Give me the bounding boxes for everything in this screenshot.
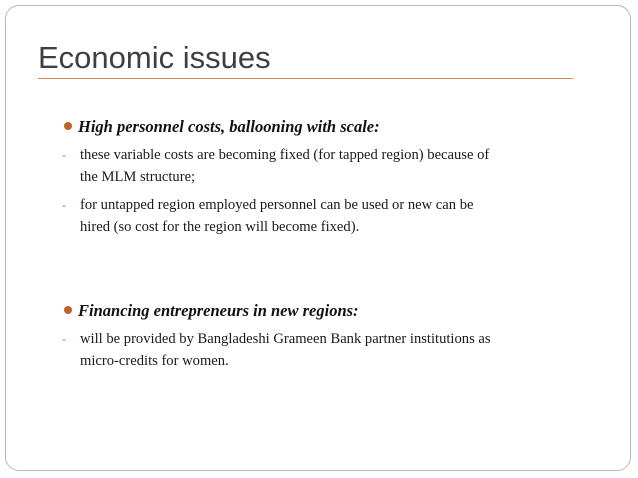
- item-line: micro-credits for women.: [80, 353, 229, 369]
- dash-marker: -: [62, 148, 66, 162]
- slide-title: Economic issues: [38, 40, 271, 75]
- dash-marker: -: [62, 332, 66, 346]
- item-line: for untapped region employed personnel can be used or new can be: [80, 197, 474, 213]
- bullet-dot-icon: [64, 306, 72, 314]
- item-line: these variable costs are becoming fixed (for tapped region) because of: [80, 147, 490, 163]
- title-underline: [38, 78, 573, 79]
- bullet-heading-financing: [64, 300, 359, 322]
- item-line: the MLM structure;: [80, 169, 196, 185]
- list-item-untapped-region: [62, 194, 574, 238]
- item-line: hired (so cost for the region will become fixed).: [80, 219, 360, 235]
- bullet-heading-personnel-costs: [64, 116, 380, 138]
- list-item-grameen-bank: [62, 328, 574, 372]
- heading-text: High personnel costs, ballooning with scale:: [78, 117, 380, 136]
- dash-marker: -: [62, 198, 66, 212]
- list-item-variable-costs: [62, 144, 574, 188]
- item-line: will be provided by Bangladeshi Grameen Bank partner institutions as: [80, 331, 491, 347]
- heading-text: Financing entrepreneurs in new regions:: [78, 301, 359, 320]
- bullet-dot-icon: [64, 122, 72, 130]
